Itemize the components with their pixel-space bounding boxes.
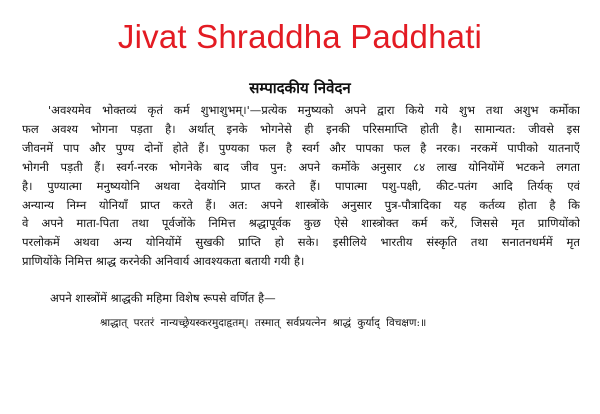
sanskrit-verse: श्राद्धात् परतरं नान्यच्छ्रेयस्करमुदाहृतम्। तस्मात् सर्वप्रयत्नेन श्राद्धं कुर्याद् विचक्षण:॥ [100,317,427,329]
paragraph-line: प्राणियोंके निमित्त श्राद्ध करनेकी अनिवार्य आवश्यकता बतायी गयी है। [22,254,305,269]
paragraph-line: अन्यान्य निम्न योनियाँ प्राप्त करते हैं। अत: अपने शास्त्रोंके अनुसार पुत्र-पौत्रादिका यह कर्तव्य होता है कि [22,197,580,212]
editorial-paragraph [22,101,580,271]
paragraph-line: है। पुण्यात्मा मनुष्ययोनि अथवा देवयोनि प्राप्त करते हैं। पापात्मा पशु-पक्षी, कीट-पतंग आदि तिर्यक् एवं [22,178,580,193]
paragraph-line: परलोकमें अथवा अन्य योनियोंमें सुखकी प्राप्ति हो सके। इसीलिये भारतीय संस्कृति तथा सनातनधर्ममें मृत [22,235,580,250]
paragraph-line: वे अपने माता-पिता तथा पूर्वजोंके निमित्त श्रद्धापूर्वक कुछ ऐसे शास्त्रोक्त कर्म करें, जिससे मृत प्राणियोंको [22,216,580,231]
paragraph-line: फल अवश्य भोगना पड़ता है। अर्थात् इनके भोगनेसे ही इनकी परिसमाप्ति होती है। सामान्यत: जीवसे इस [22,121,580,136]
section-title: सम्पादकीय निवेदन [249,79,351,97]
intro-line: अपने शास्त्रोंमें श्राद्धकी महिमा विशेष रूपसे वर्णित है— [50,291,276,305]
paragraph-line: 'अवश्यमेव भोक्तव्यं कृतं कर्म शुभाशुभम्।'—प्रत्येक मनुष्यको अपने द्वारा किये गये शुभ तथा अशुभ कर्मोका [48,103,580,117]
paragraph-line: जीवनमें पाप और पुण्य दोनों होते हैं। पुण्यका फल है स्वर्ग और पापका फल है नरक। नरकमें पापीको यातनाएँ [22,140,580,155]
paragraph-line: भोगनी पड़ती हैं। स्वर्ग-नरक भोगनेके बाद जीव पुन: अपने कर्मोके अनुसार ८४ लाख योनियोंमें भटकने लगता [22,159,580,174]
book-title-banner: Jivat Shraddha Paddhati [117,18,483,55]
